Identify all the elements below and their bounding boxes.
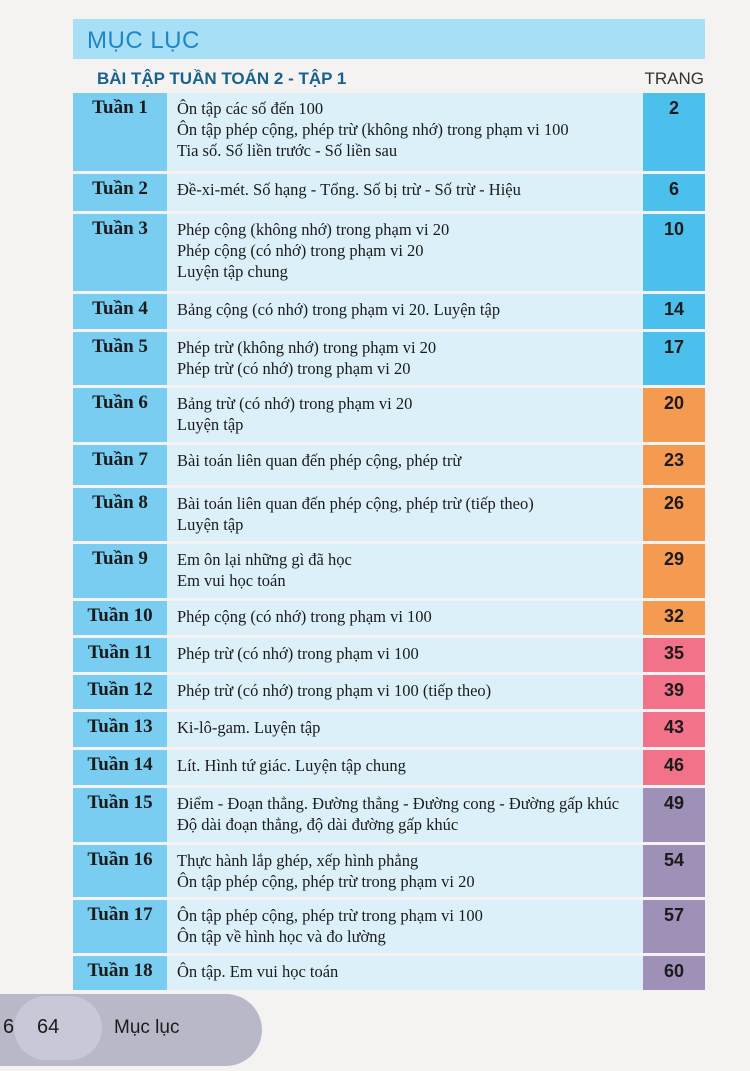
page-number-cell: 6 <box>643 174 705 211</box>
topic-list <box>167 388 643 442</box>
toc-row <box>73 675 705 712</box>
toc-row <box>73 214 705 294</box>
week-label: Tuần 12 <box>73 675 167 709</box>
week-label: Tuần 3 <box>73 214 167 291</box>
toc-row <box>73 445 705 488</box>
page-number-cell: 20 <box>643 388 705 442</box>
title-bar <box>73 19 705 59</box>
topic-line: Ki-lô-gam. Luyện tập <box>177 718 321 737</box>
toc-row <box>73 900 705 956</box>
topic-list <box>167 638 643 672</box>
topic-list <box>167 214 643 291</box>
toc-row <box>73 788 705 845</box>
page-number-cell: 39 <box>643 675 705 709</box>
topic-list <box>167 956 643 990</box>
topic-list <box>167 445 643 485</box>
topic-list <box>167 332 643 385</box>
topic-line: Ôn tập phép cộng, phép trừ (không nhớ) trong phạm vi 100 <box>177 120 569 139</box>
page-number-cell: 29 <box>643 544 705 598</box>
topic-list <box>167 750 643 785</box>
week-label: Tuần 16 <box>73 845 167 897</box>
topic-list <box>167 544 643 598</box>
topic-line: Phép cộng (có nhớ) trong phạm vi 20 <box>177 241 424 260</box>
topic-line: Luyện tập chung <box>177 262 288 281</box>
week-label: Tuần 7 <box>73 445 167 485</box>
topic-line: Thực hành lắp ghép, xếp hình phẳng <box>177 851 419 870</box>
topic-line: Ôn tập. Em vui học toán <box>177 962 339 981</box>
week-label: Tuần 14 <box>73 750 167 785</box>
topic-line: Ôn tập phép cộng, phép trừ trong phạm vi 20 <box>177 872 475 891</box>
page-number-cell: 54 <box>643 845 705 897</box>
page-number-cell: 2 <box>643 93 705 171</box>
table-of-contents <box>73 93 705 993</box>
topic-line: Ôn tập các số đến 100 <box>177 99 324 118</box>
toc-row <box>73 488 705 544</box>
book-subtitle: BÀI TẬP TUẦN TOÁN 2 - TẬP 1 <box>97 69 347 88</box>
topic-line: Em vui học toán <box>177 571 286 590</box>
week-label: Tuần 1 <box>73 93 167 171</box>
topic-list <box>167 174 643 211</box>
topic-line: Luyện tập <box>177 515 244 534</box>
topic-list <box>167 93 643 171</box>
topic-list <box>167 675 643 709</box>
topic-line: Phép trừ (không nhớ) trong phạm vi 20 <box>177 338 437 357</box>
page-number-cell: 60 <box>643 956 705 990</box>
page-number-cell: 14 <box>643 294 705 329</box>
page-title: MỤC LỤC <box>87 27 200 54</box>
toc-row <box>73 174 705 214</box>
topic-list <box>167 712 643 747</box>
toc-row <box>73 544 705 601</box>
week-label: Tuần 10 <box>73 601 167 635</box>
footer-page-number: 64 <box>37 1016 60 1038</box>
toc-row <box>73 956 705 993</box>
toc-row <box>73 845 705 900</box>
topic-list <box>167 488 643 541</box>
toc-row <box>73 93 705 174</box>
week-label: Tuần 5 <box>73 332 167 385</box>
topic-list <box>167 294 643 329</box>
topic-line: Điểm - Đoạn thẳng. Đường thẳng - Đường cong - Đường gấp khúc <box>177 794 620 813</box>
topic-list <box>167 900 643 953</box>
week-label: Tuần 8 <box>73 488 167 541</box>
week-label: Tuần 6 <box>73 388 167 442</box>
page-number-cell: 10 <box>643 214 705 291</box>
topic-line: Lít. Hình tứ giác. Luyện tập chung <box>177 756 406 775</box>
toc-row <box>73 388 705 445</box>
topic-line: Độ dài đoạn thẳng, độ dài đường gấp khúc <box>177 815 459 834</box>
page-number-cell: 23 <box>643 445 705 485</box>
page-number-cell: 43 <box>643 712 705 747</box>
page-number-cell: 32 <box>643 601 705 635</box>
page-number-cell: 35 <box>643 638 705 672</box>
topic-line: Tia số. Số liền trước - Số liền sau <box>177 141 398 160</box>
week-label: Tuần 9 <box>73 544 167 598</box>
topic-line: Bài toán liên quan đến phép cộng, phép trừ (tiếp theo) <box>177 494 534 513</box>
topic-line: Đề-xi-mét. Số hạng - Tổng. Số bị trừ - Số trừ - Hiệu <box>177 180 521 199</box>
topic-line: Em ôn lại những gì đã học <box>177 550 352 569</box>
page-number-cell: 26 <box>643 488 705 541</box>
topic-list <box>167 788 643 842</box>
topic-line: Phép trừ (có nhớ) trong phạm vi 100 (tiếp theo) <box>177 681 492 700</box>
toc-row <box>73 638 705 675</box>
topic-line: Bảng cộng (có nhớ) trong phạm vi 20. Luyện tập <box>177 300 501 319</box>
toc-row <box>73 712 705 750</box>
topic-line: Phép cộng (không nhớ) trong phạm vi 20 <box>177 220 450 239</box>
week-label: Tuần 2 <box>73 174 167 211</box>
topic-list <box>167 845 643 897</box>
week-label: Tuần 4 <box>73 294 167 329</box>
page-number-cell: 49 <box>643 788 705 842</box>
topic-line: Ôn tập về hình học và đo lường <box>177 927 386 946</box>
topic-line: Bài toán liên quan đến phép cộng, phép trừ <box>177 451 462 470</box>
topic-line: Phép trừ (có nhớ) trong phạm vi 100 <box>177 644 419 663</box>
page-number-cell: 46 <box>643 750 705 785</box>
footer-edge-digit: 6 <box>3 1016 15 1038</box>
week-label: Tuần 15 <box>73 788 167 842</box>
page-number-cell: 57 <box>643 900 705 953</box>
toc-row <box>73 750 705 788</box>
week-label: Tuần 13 <box>73 712 167 747</box>
topic-line: Phép trừ (có nhớ) trong phạm vi 20 <box>177 359 411 378</box>
toc-row <box>73 601 705 638</box>
toc-row <box>73 332 705 388</box>
week-label: Tuần 18 <box>73 956 167 990</box>
week-label: Tuần 17 <box>73 900 167 953</box>
topic-line: Ôn tập phép cộng, phép trừ trong phạm vi 100 <box>177 906 483 925</box>
topic-line: Bảng trừ (có nhớ) trong phạm vi 20 <box>177 394 413 413</box>
page-number-cell: 17 <box>643 332 705 385</box>
footer-label: Mục lục <box>114 1017 180 1038</box>
toc-row <box>73 294 705 332</box>
week-label: Tuần 11 <box>73 638 167 672</box>
topic-list <box>167 601 643 635</box>
topic-line: Luyện tập <box>177 415 244 434</box>
page-column-label: TRANG <box>644 69 704 88</box>
topic-line: Phép cộng (có nhớ) trong phạm vi 100 <box>177 607 432 626</box>
